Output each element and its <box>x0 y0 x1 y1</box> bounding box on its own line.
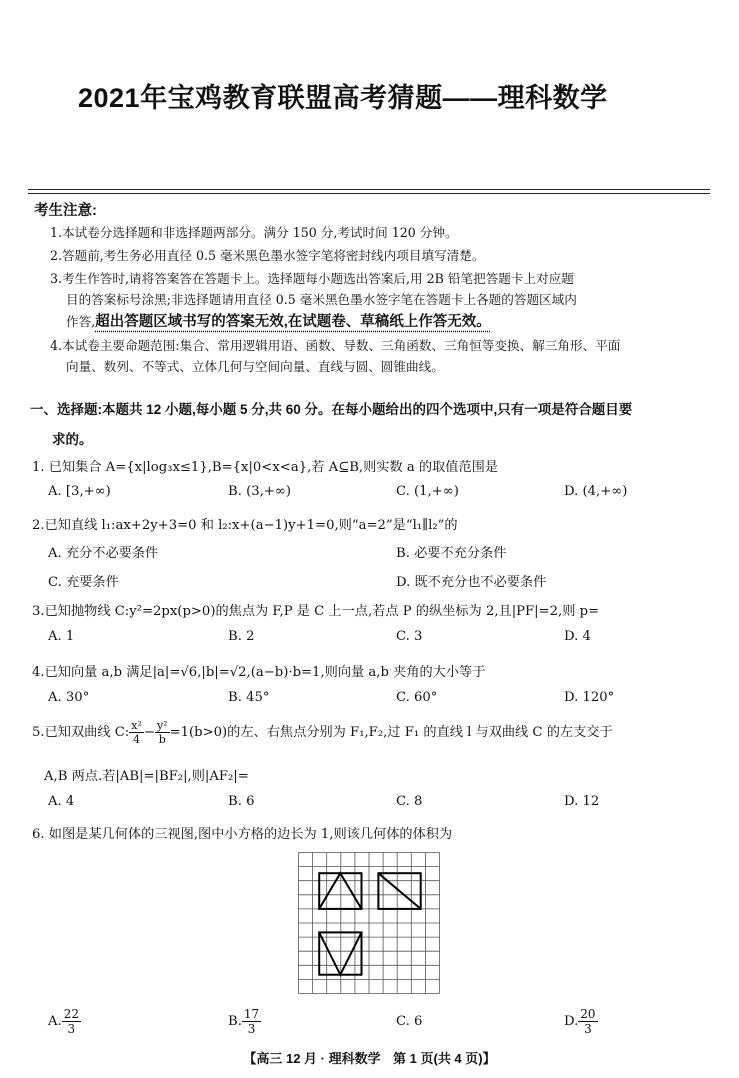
notice-item-4: 4.本试卷主要命题范围:集合、常用逻辑用语、函数、导数、三角函数、三角恒等变换、解三角形、平面 <box>50 338 621 353</box>
notice-item-3-end <box>66 310 491 331</box>
question-5-option-c: C. 8 <box>396 794 423 809</box>
question-1-option-a: A. [3,+∞) <box>48 484 111 499</box>
question-2-option-c: C. 充要条件 <box>48 575 119 590</box>
question-3-option-d: D. 4 <box>564 629 591 644</box>
option-b-numerator: 17 <box>243 1007 260 1021</box>
notice-item-2: 2.答题前,考生务必用直径 0.5 毫米黑色墨水签字笔将密封线内项目填写清楚。 <box>50 248 485 263</box>
notice-item-3-cont: 目的答案标号涂黑;非选择题请用直径 0.5 毫米黑色墨水签字笔在答题卡上各题的答题区域内 <box>66 292 577 307</box>
question-5-stem-b: =1(b>0)的左、右焦点分别为 F₁,F₂,过 F₁ 的直线 l 与双曲线 C 的左支交于 <box>169 725 613 740</box>
option-b-fraction <box>242 1008 261 1035</box>
question-4-option-c: C. 60° <box>396 690 438 705</box>
notice-warning: 超出答题区域书写的答案无效,在试题卷、草稿纸上作答无效。 <box>95 314 491 330</box>
option-d-fraction <box>578 1008 597 1035</box>
question-5-stem-a: 5.已知双曲线 C: <box>32 725 130 740</box>
option-b-denominator: 3 <box>247 1022 256 1036</box>
notice-item-4-cont: 向量、数列、不等式、立体几何与空间向量、直线与圆、圆锥曲线。 <box>66 359 444 374</box>
footer-left: 【高三 12 月 · 理科数学 <box>243 1051 381 1066</box>
notice-heading: 考生注意: <box>34 203 97 219</box>
question-6-option-c: C. 6 <box>396 1014 423 1029</box>
question-1-option-b: B. (3,+∞) <box>228 484 291 499</box>
option-d-label: D. <box>564 1014 579 1029</box>
section-heading: 一、选择题:本题共 12 小题,每小题 5 分,共 60 分。在每小题给出的四个选项中,只有一项是符合题目要 <box>30 402 633 417</box>
question-4-option-d: D. 120° <box>564 690 615 705</box>
question-5-fraction-2 <box>155 720 170 745</box>
question-2-option-b: B. 必要不充分条件 <box>396 546 507 561</box>
header-rule-thick <box>28 189 710 190</box>
question-2-stem: 2.已知直线 l₁:ax+2y+3=0 和 l₂:x+(a−1)y+1=0,则“a=2”是“l₁∥l₂”的 <box>32 518 458 533</box>
question-6-option-d <box>564 1008 598 1035</box>
header-rule-thin <box>28 193 710 194</box>
question-6-option-a <box>48 1008 81 1035</box>
question-5-option-b: B. 6 <box>228 794 255 809</box>
question-4-option-b: B. 45° <box>228 690 270 705</box>
fraction-1-denominator: 4 <box>133 733 141 746</box>
notice-item-3-end-text: 作答, <box>66 314 96 329</box>
option-d-numerator: 20 <box>580 1007 596 1021</box>
fraction-2-denominator: b <box>158 733 166 746</box>
option-a-numerator: 22 <box>63 1007 79 1021</box>
question-3-option-a: A. 1 <box>48 629 75 644</box>
option-a-fraction <box>62 1008 81 1035</box>
notice-item-1: 1.本试卷分选择题和非选择题两部分。满分 150 分,考试时间 120 分钟。 <box>50 225 458 240</box>
question-3-option-b: B. 2 <box>228 629 255 644</box>
question-2-option-a: A. 充分不必要条件 <box>48 546 159 561</box>
footer-right: 第 1 页(共 4 页)】 <box>393 1051 496 1066</box>
page-title: 2021年宝鸡教育联盟高考猜题——理科数学 <box>78 83 608 113</box>
side-view <box>378 873 420 909</box>
question-2-option-d: D. 既不充分也不必要条件 <box>396 575 547 590</box>
option-b-label: B. <box>228 1014 242 1029</box>
question-6-option-b <box>228 1008 261 1035</box>
question-5-stem <box>32 720 613 745</box>
question-5-stem-c: A,B 两点.若|AB|=|BF₂|,则|AF₂|= <box>44 769 249 784</box>
question-3-stem: 3.已知抛物线 C:y²=2px(p>0)的焦点为 F,P 是 C 上一点,若点 P 的纵坐标为 2,且|PF|=2,则 p= <box>32 604 600 619</box>
question-6-stem: 6. 如图是某几何体的三视图,图中小方格的边长为 1,则该几何体的体积为 <box>32 827 453 842</box>
fraction-2-numerator: y² <box>156 719 168 732</box>
notice-item-3: 3.考生作答时,请将答案答在答题卡上。选择题每小题选出答案后,用 2B 铅笔把答题卡上对应题 <box>50 271 574 286</box>
question-5-minus: − <box>143 725 155 740</box>
option-a-label: A. <box>48 1014 62 1029</box>
option-d-denominator: 3 <box>584 1022 592 1036</box>
question-1-stem: 1. 已知集合 A={x|log₃x≤1},B={x|0<x<a},若 A⊆B,则实数 a 的取值范围是 <box>32 460 499 475</box>
three-view-diagram <box>298 852 440 994</box>
question-1-option-c: C. (1,+∞) <box>396 484 459 499</box>
option-a-denominator: 3 <box>67 1022 76 1036</box>
question-5-fraction-1 <box>129 720 144 745</box>
question-5-option-a: A. 4 <box>48 794 75 809</box>
question-5-option-d: D. 12 <box>564 794 600 809</box>
section-heading-cont: 求的。 <box>52 432 93 447</box>
question-1-option-d: D. (4,+∞) <box>564 484 628 499</box>
page-footer <box>0 1048 739 1067</box>
question-4-option-a: A. 30° <box>48 690 90 705</box>
question-4-stem: 4.已知向量 a,b 满足|a|=√6,|b|=√2,(a−b)·b=1,则向量 a,b 夹角的大小等于 <box>32 665 486 680</box>
question-3-option-c: C. 3 <box>396 629 423 644</box>
fraction-1-numerator: x² <box>131 719 142 732</box>
